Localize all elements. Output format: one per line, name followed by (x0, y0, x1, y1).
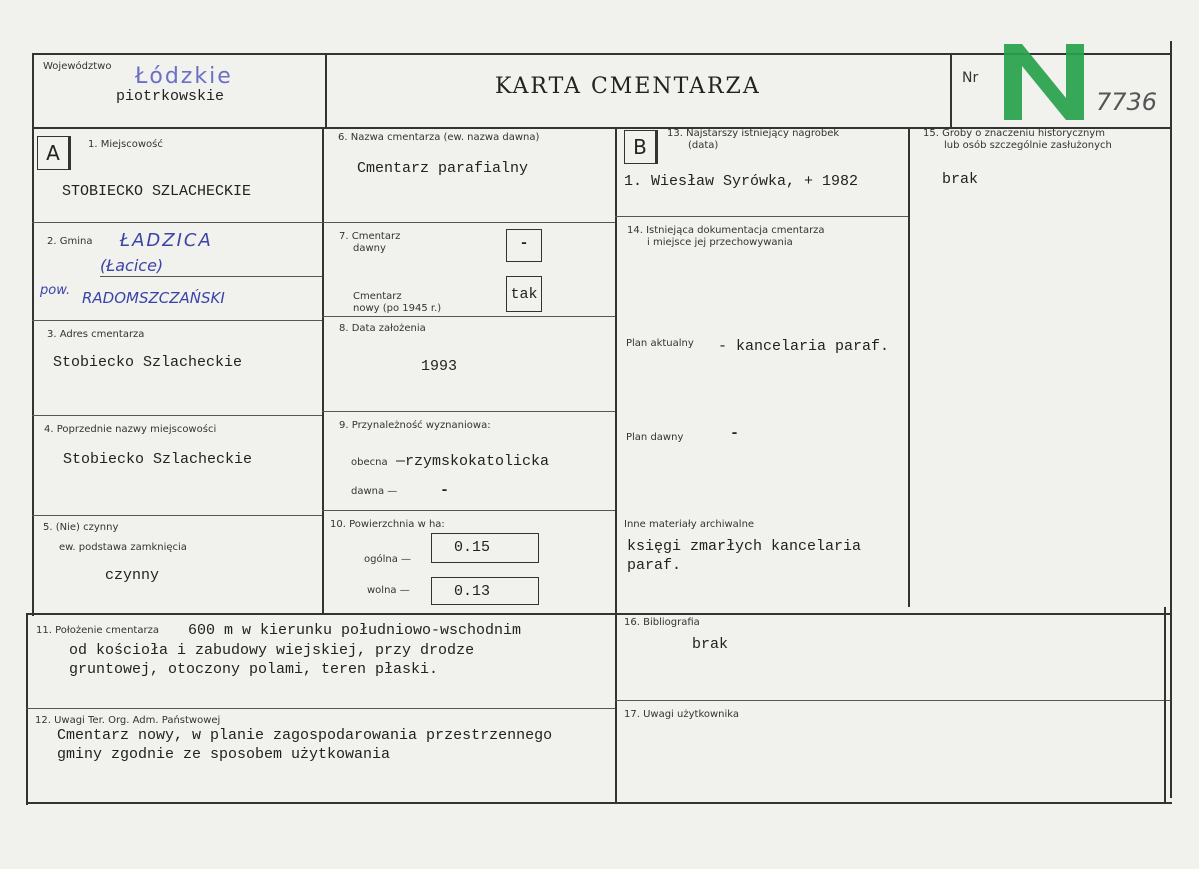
wojewodztwo-value: piotrkowskie (116, 88, 225, 105)
field-10-ogolna-box: 0.15 (431, 533, 539, 563)
right-inner-border (1164, 607, 1166, 802)
field-10-label: 10. Powierzchnia w ha: (330, 519, 445, 530)
field-7-label-2: dawny (353, 243, 386, 254)
powiat-value: RADOMSZCZAŃSKI (82, 289, 225, 307)
field-7-label-1: 7. Cmentarz (339, 231, 401, 242)
field-7-dawny-box: - (506, 229, 542, 262)
field-4-value: Stobiecko Szlacheckie (63, 451, 253, 468)
field-15-value: brak (942, 171, 979, 188)
field-5-label-1: 5. (Nie) czynny (43, 522, 119, 533)
plan-aktualny-value: - kancelaria paraf. (718, 338, 890, 355)
row-6-7 (322, 222, 615, 223)
row-16-17 (615, 700, 1170, 701)
row-1-2 (32, 222, 322, 223)
field-3-label: 3. Adres cmentarza (47, 329, 145, 340)
field-11-label: 11. Położenie cmentarza (36, 625, 159, 636)
frame-left-upper (32, 53, 34, 616)
row-3-4 (32, 415, 322, 416)
nr-value: 7736 (1096, 88, 1158, 116)
nr-label: Nr (962, 70, 979, 86)
wojewodztwo-label: Województwo (43, 61, 112, 72)
frame-left-lower (26, 614, 28, 805)
field-9-obecna-value: —rzymskokatolicka (396, 453, 550, 470)
field-2-label: 2. Gmina (47, 236, 93, 247)
field-17-label: 17. Uwagi użytkownika (624, 709, 740, 720)
row-7-8 (322, 316, 615, 317)
field-9-label: 9. Przynależność wyznaniowa: (339, 420, 491, 431)
field-12-line-1: Cmentarz nowy, w planie zagospodarowania przestrzennego (57, 727, 553, 744)
field-6-label: 6. Nazwa cmentarza (ew. nazwa dawna) (338, 132, 540, 143)
powiat-prefix: pow. (40, 283, 71, 298)
frame-bottom (26, 802, 1172, 804)
field-4-label: 4. Poprzednie nazwy miejscowości (44, 424, 217, 435)
section-b-badge: B (624, 130, 658, 164)
field-14-label-1: 14. Istniejąca dokumentacja cmentarza (627, 225, 825, 236)
section-a-badge: A (37, 136, 71, 170)
header-divider-2 (950, 53, 952, 128)
gmina-value: ŁADZICA (120, 230, 213, 251)
inne-materialy-label: Inne materiały archiwalne (624, 519, 755, 530)
row-upper-lower (26, 613, 1172, 615)
field-8-label: 8. Data założenia (339, 323, 426, 334)
field-11-line-2: od kościoła i zabudowy wiejskiej, przy drodze (69, 642, 475, 659)
inne-materialy-line-1: księgi zmarłych kancelaria (627, 538, 862, 555)
wojewodztwo-stamp: Łódzkie (135, 64, 233, 89)
field-12-label: 12. Uwagi Ter. Org. Adm. Państwowej (35, 715, 221, 726)
field-16-value: brak (692, 636, 729, 653)
gmina-old-name: (Łacice) (100, 256, 164, 275)
field-10-ogolna-label: ogólna — (364, 554, 412, 565)
field-6-value: Cmentarz parafialny (357, 160, 529, 177)
card-title: KARTA CMENTARZA (495, 74, 761, 99)
field-9-obecna-label: obecna (351, 457, 388, 468)
field-8-value: 1993 (421, 358, 458, 375)
inne-materialy-line-2: paraf. (627, 557, 682, 574)
field-5-value: czynny (105, 567, 160, 584)
plan-aktualny-label: Plan aktualny (626, 338, 694, 349)
field-7-nowy-label-2: nowy (po 1945 r.) (353, 303, 442, 314)
field-10-wolna-label: wolna — (367, 585, 410, 596)
row-9-10 (322, 510, 615, 511)
n-stamp-icon (1000, 40, 1096, 122)
field-13-value: 1. Wiesław Syrówka, + 1982 (624, 173, 859, 190)
field-15-label-2: lub osób szczególnie zasłużonych (944, 140, 1112, 151)
field-5-label-2: ew. podstawa zamknięcia (59, 542, 187, 553)
field-9-dawna-label: dawna — (351, 486, 398, 497)
field-12-line-2: gminy zgodnie ze sposobem użytkowania (57, 746, 391, 763)
frame-right (1170, 41, 1172, 798)
field-7-nowy-label-1: Cmentarz (353, 291, 402, 302)
row-8-9 (322, 411, 615, 412)
field-11-line-1: 600 m w kierunku południowo-wschodnim (188, 622, 522, 639)
field-10-wolna-box: 0.13 (431, 577, 539, 605)
field-13-label-1: 13. Najstarszy istniejący nagrobek (667, 128, 840, 139)
row-11-12 (26, 708, 615, 709)
plan-dawny-label: Plan dawny (626, 432, 684, 443)
field-11-line-3: gruntowej, otoczony polami, teren płaski. (69, 661, 439, 678)
field-15-label-1: 15. Groby o znaczeniu historycznym (923, 128, 1105, 139)
plan-dawny-value: - (730, 425, 740, 442)
row-4-5 (32, 515, 322, 516)
row-2-3 (32, 320, 322, 321)
header-divider-1 (325, 53, 327, 128)
field-3-value: Stobiecko Szlacheckie (53, 354, 243, 371)
field-7-nowy-box: tak (506, 276, 542, 312)
col-divider-1 (322, 127, 324, 615)
col-divider-3 (908, 127, 910, 607)
field-13-label-2: (data) (688, 140, 719, 151)
field-1-value: STOBIECKO SZLACHECKIE (62, 183, 252, 200)
row-13-14 (615, 216, 908, 217)
field-16-label: 16. Bibliografia (624, 617, 700, 628)
field-14-label-2: i miejsce jej przechowywania (647, 237, 793, 248)
field-1-label: 1. Miejscowość (88, 139, 163, 150)
field-9-dawna-value: - (440, 482, 450, 499)
row-gmina-pow (100, 276, 322, 277)
